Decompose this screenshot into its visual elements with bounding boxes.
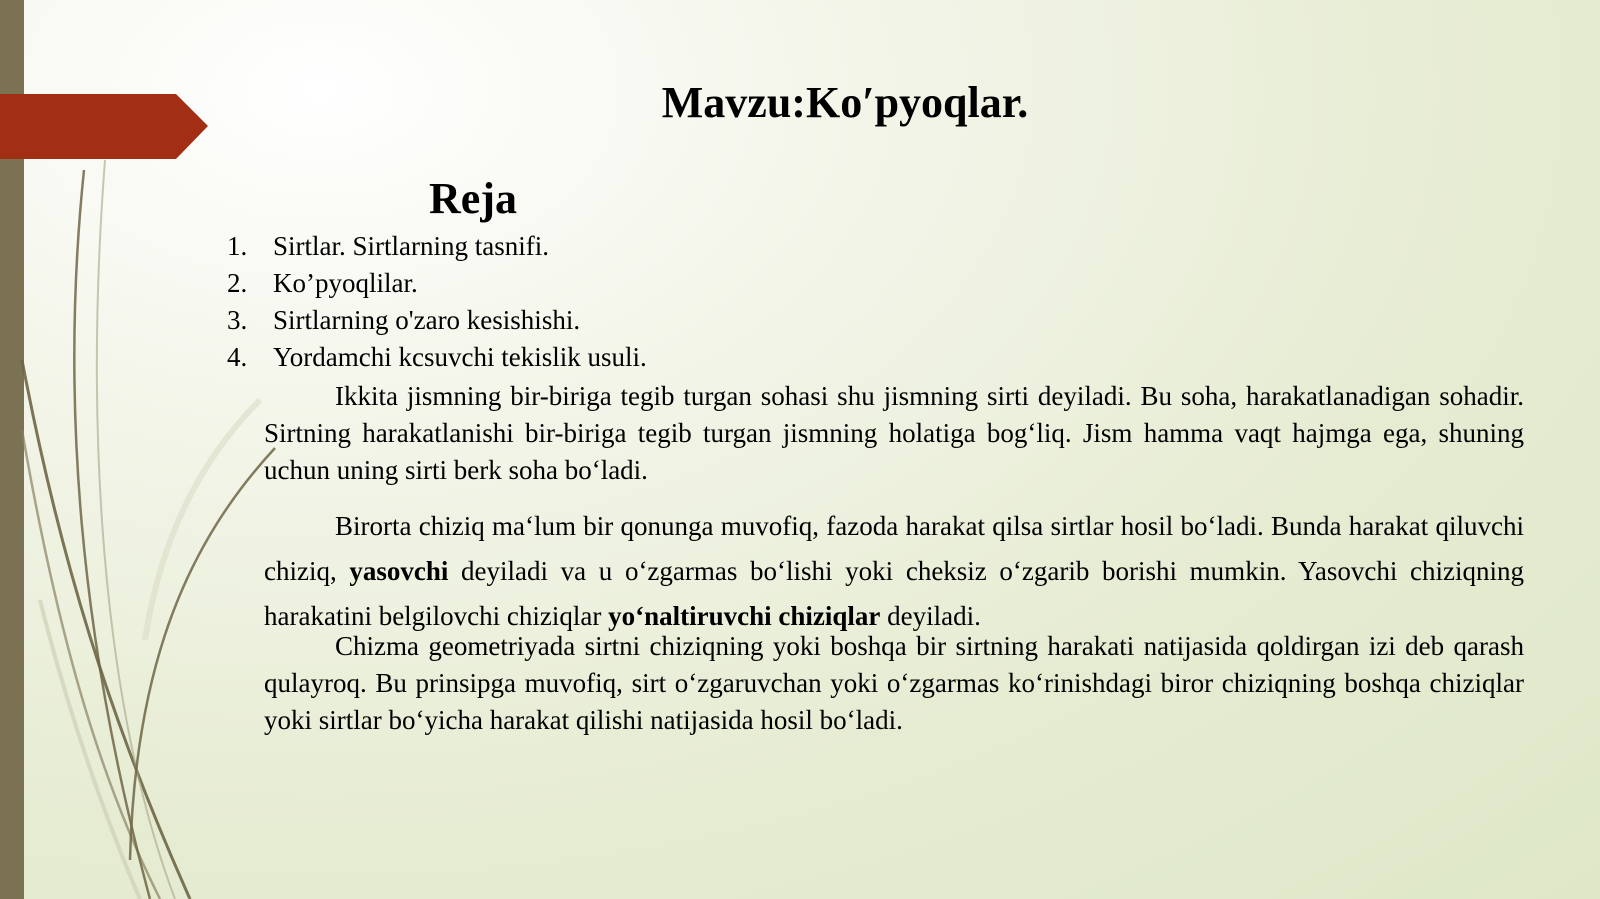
item-text: Yordamchi kcsuvchi tekislik usuli. [273,342,647,372]
paragraph-text: Chizma geometriyada sirtni chiziqning yoki boshqa bir sirtning harakati natijasida qoldirgan izi deb qarash qulayroq. Bu prinsipga muvofiq, sirt o‘zgaruvchan yoki o‘zgarmas ko‘rinishdagi biror chiziqning boshqa chiziqlar yoki sirtlar bo‘yicha harakat qilishi natijasida hosil bo‘ladi. [264,631,1524,735]
arrow-banner [0,94,208,159]
paragraph-descriptive-geometry [264,628,1524,739]
text-run: deyiladi. [880,601,981,631]
item-text: Sirtlarning o'zaro kesishishi. [273,305,581,335]
list-item [227,339,647,376]
item-text: Sirtlar. Sirtlarning tasnifi. [273,231,549,261]
item-number: 4. [227,342,248,372]
item-number: 1. [227,231,248,261]
text-run: Birorta chiziq ma‘lum bir qonunga muvofiq, fazoda harakat qilsa sirtlar hosil bo‘ladi. Bunda harakat qiluvchi chiziq, [264,511,1524,586]
item-number: 2. [227,268,248,298]
plan-list [227,228,647,376]
paragraph-text [264,504,1524,639]
item-number: 3. [227,305,248,335]
list-item [227,228,647,265]
list-item [227,302,647,339]
term-generatrix: yasovchi [349,556,449,586]
plan-heading: Reja [429,174,517,223]
paragraph-surface-definition [264,378,1524,489]
text-run: deyiladi va u o‘zgarmas bo‘lishi yoki cheksiz o‘zgarib borishi mumkin. Yasovchi chiziqning harakatini belgilovchi chiziqlar [264,556,1524,631]
slide-title: Mavzu:Ko′pyoqlar. [661,78,1029,127]
list-item [227,265,647,302]
paragraph-text: Ikkita jismning bir-biriga tegib turgan sohasi shu jismning sirti deyiladi. Bu soha, harakatlanadigan sohadir. Sirtning harakatlanishi bir-biriga tegib turgan jismning holatiga bog‘liq. Jism hamma vaqt hajmga ega, shuning uchun uning sirti berk soha bo‘ladi. [264,381,1524,485]
paragraph-generatrix [264,504,1524,639]
term-directrix: yo‘naltiruvchi chiziqlar [608,601,881,631]
item-text: Ko’pyoqlilar. [273,268,418,298]
